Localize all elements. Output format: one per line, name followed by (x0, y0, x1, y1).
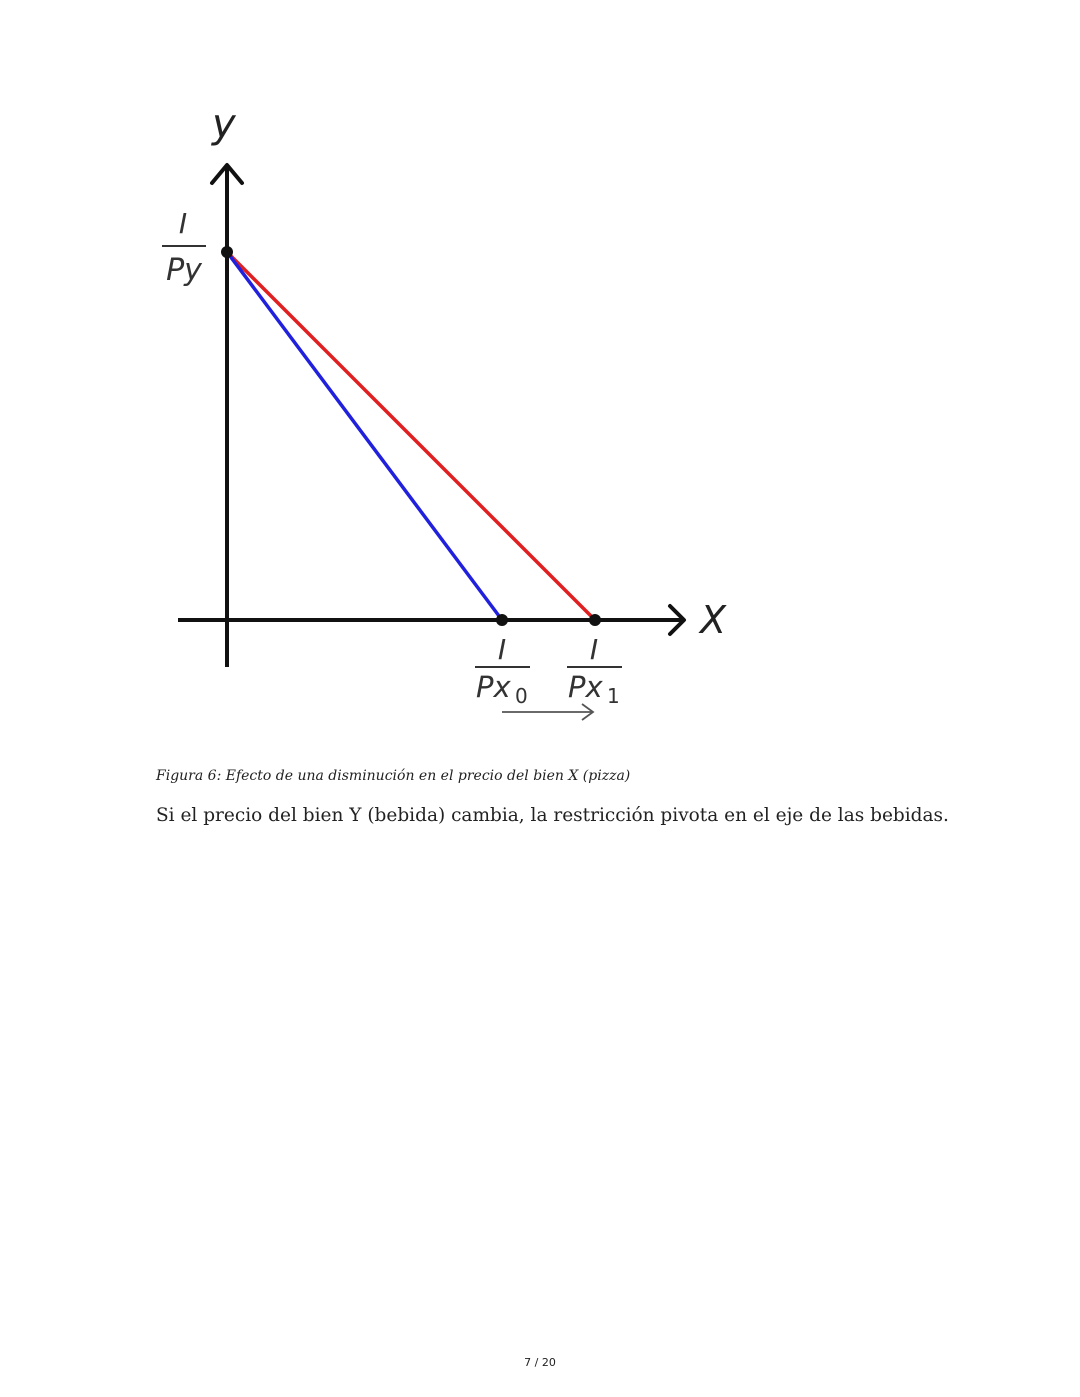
y-intercept-denominator: Py (166, 253, 202, 288)
x-intercept-1-label (567, 633, 622, 708)
x-intercept-1-point (589, 614, 601, 626)
y-intercept-point (221, 246, 233, 258)
body-paragraph: Si el precio del bien Y (bebida) cambia, la restricción pivota en el eje de las bebidas. (156, 805, 949, 826)
budget-line-new (227, 252, 595, 620)
page-number: 7 / 20 (524, 1356, 556, 1369)
x-intercept-0-numerator: I (497, 633, 507, 666)
x-intercept-1-numerator: I (589, 633, 599, 666)
y-intercept-numerator: I (178, 207, 188, 240)
x-intercept-1-denominator: Px (568, 670, 603, 704)
budget-constraint-figure (150, 95, 770, 735)
figure-graphic (150, 95, 770, 735)
x-intercept-1-subscript: 1 (607, 684, 620, 708)
figure-caption: Figura 6: Efecto de una disminución en el precio del bien X (pizza) (156, 768, 631, 784)
budget-line-initial (227, 252, 502, 620)
x-intercept-0-label (475, 633, 530, 708)
y-axis-label: y (212, 101, 236, 147)
x-intercept-0-point (496, 614, 508, 626)
y-intercept-label (162, 207, 206, 288)
x-intercept-0-denominator: Px (476, 670, 511, 704)
x-intercept-0-subscript: 0 (515, 684, 528, 708)
x-axis-label: X (700, 598, 727, 642)
